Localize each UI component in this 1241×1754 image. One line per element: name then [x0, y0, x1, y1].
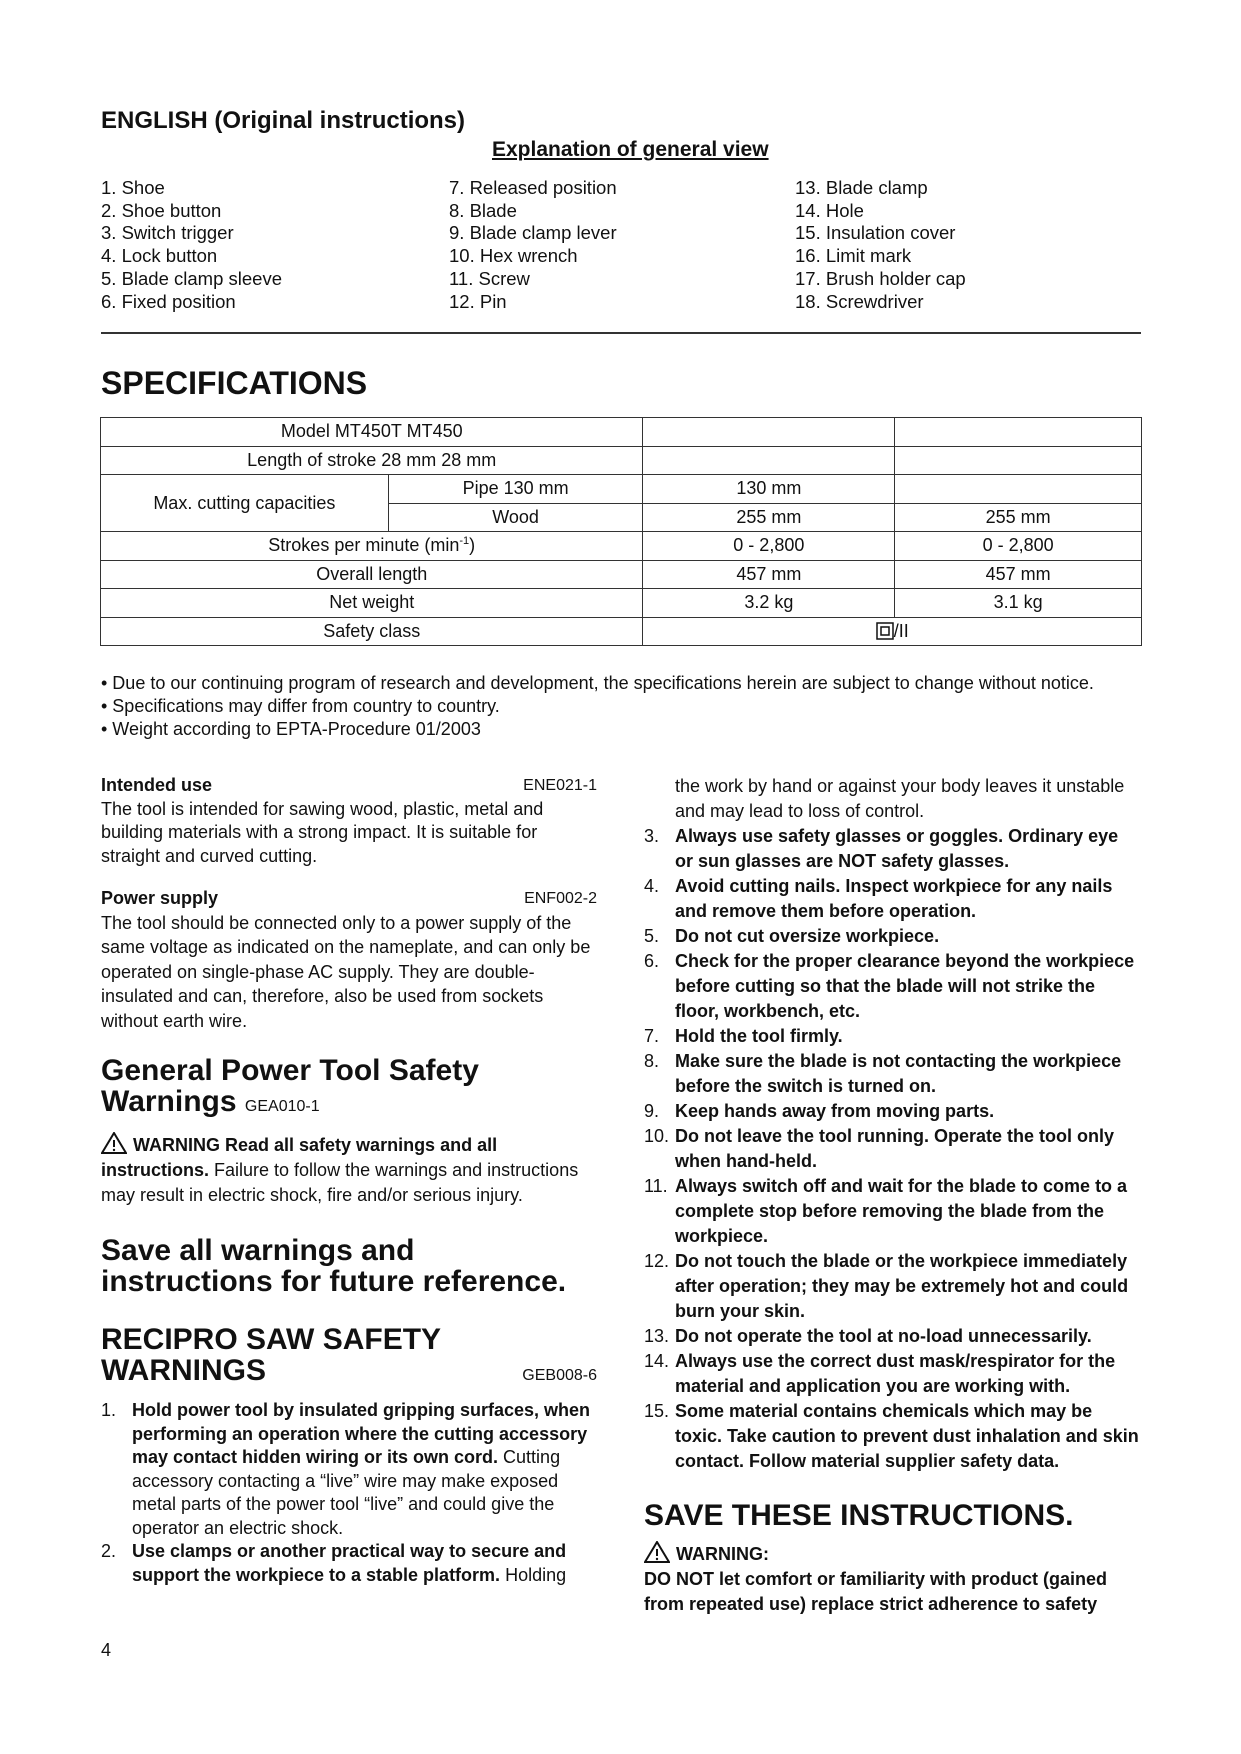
list-item: [644, 1174, 1141, 1249]
list-bold-text: Use clamps or another practical way to secure and support the workpiece to a stable platform.: [132, 1541, 567, 1585]
recipro-title-line2: WARNINGS: [101, 1354, 266, 1387]
list-item: [644, 1124, 1141, 1174]
general-warning-bold: WARNING Read all safety warnings and all instructions.: [101, 1135, 498, 1180]
divider: [101, 332, 1141, 334]
list-bold-text: Do not operate the tool at no-load unnecessarily.: [675, 1326, 1092, 1346]
spm-value-2: 0 - 2,800: [895, 532, 1142, 561]
legend-item: 9. Blade clamp lever: [449, 222, 617, 244]
note-item: • Due to our continuing program of research and development, the specifications herein are subject to change without notice.: [101, 673, 1094, 693]
list-bold-text: Make sure the blade is not contacting the workpiece before the switch is turned on.: [675, 1051, 1122, 1096]
list-item: [644, 874, 1141, 924]
list-bold-text: Do not cut oversize workpiece.: [675, 926, 940, 946]
safety-class-value: [643, 617, 1142, 646]
list-item: [101, 1399, 597, 1540]
recipro-title-line1: RECIPRO SAW SAFETY: [101, 1323, 442, 1356]
list-bold-text: Always use safety glasses or goggles. Ordinary eye or sun glasses are NOT safety glasses.: [675, 826, 1119, 871]
power-supply-code: ENF002-2: [524, 890, 597, 907]
list-bold-text: Hold the tool firmly.: [675, 1026, 843, 1046]
specifications-table: [100, 417, 1142, 646]
legend-item: 11. Screw: [449, 267, 530, 289]
save-warnings-title: [101, 1235, 597, 1297]
safety-class-label: Safety class: [101, 617, 643, 646]
spm-value-1: 0 - 2,800: [643, 532, 895, 561]
list-item: [644, 924, 1141, 949]
list-item-continued: the work by hand or against your body leaves it unstable and may lead to loss of control.: [675, 776, 1125, 821]
list-item: [644, 1349, 1141, 1399]
list-number: 15.: [644, 1401, 670, 1421]
spec-notes: [101, 672, 1141, 741]
general-safety-code: GEA010-1: [244, 1098, 320, 1115]
list-number: 9.: [644, 1101, 660, 1121]
save-warnings-line1: Save all warnings and: [101, 1234, 415, 1267]
list-text: Cutting accessory contacting a “live” wire may make exposed metal parts of the power tool “live” and could give the operator an electric shock.: [132, 1447, 561, 1538]
empty-cell: [643, 446, 895, 475]
power-supply-title: Power supply: [101, 888, 219, 908]
list-number: 3.: [644, 826, 660, 846]
list-item: [644, 824, 1141, 874]
page-number: 4: [101, 1640, 112, 1660]
overall-length-label: Overall length: [101, 560, 643, 589]
general-warning-block: [101, 1132, 597, 1208]
warning-triangle-icon: [644, 1541, 670, 1563]
final-warning-label-wrap: [644, 1541, 1141, 1567]
legend-item: 12. Pin: [449, 290, 507, 312]
wood-value-1: 255 mm: [643, 503, 895, 532]
overall-length-value-2: 457 mm: [895, 560, 1142, 589]
explanation-title: Explanation of general view: [492, 138, 769, 161]
recipro-title: [101, 1324, 597, 1391]
empty-cell: [643, 418, 895, 447]
list-item: [644, 1049, 1141, 1099]
right-column: [644, 774, 1141, 1617]
legend-item: 7. Released position: [449, 177, 617, 198]
note-item: • Specifications may differ from country to country.: [101, 696, 500, 716]
list-number: 5.: [644, 926, 660, 946]
left-column: [101, 774, 597, 1587]
list-number: 1.: [101, 1400, 117, 1420]
list-number: 12.: [644, 1251, 670, 1271]
general-safety-title-line2-wrap: [101, 1086, 597, 1122]
wood-value-2: 255 mm: [895, 503, 1142, 532]
general-warning-text: Failure to follow the warnings and instructions may result in electric shock, fire and/or serious injury.: [101, 1160, 579, 1205]
legend-item: 2. Shoe button: [101, 199, 222, 221]
list-item: [644, 1249, 1141, 1324]
empty-cell: [895, 446, 1142, 475]
parts-legend: [101, 177, 1141, 313]
list-bold-text: Check for the proper clearance beyond the workpiece before cutting so that the blade will not strike the floor, workbench, etc.: [675, 951, 1135, 1021]
final-warning-label: WARNING:: [676, 1544, 769, 1564]
list-item: [101, 1540, 597, 1587]
list-number: 11.: [644, 1176, 668, 1196]
legend-item: 8. Blade: [449, 199, 517, 221]
save-warnings-line2: instructions for future reference.: [101, 1265, 567, 1298]
recipro-code: GEB008-6: [522, 1367, 597, 1384]
list-number: 10.: [644, 1126, 670, 1146]
pipe-label: Pipe 130 mm: [388, 475, 643, 504]
intended-use-title: Intended use: [101, 775, 213, 795]
list-number: 8.: [644, 1051, 660, 1071]
list-bold-text: Always switch off and wait for the blade to come to a complete stop before removing the blade from the workpiece.: [675, 1176, 1128, 1246]
empty-cell: [895, 475, 1142, 504]
net-weight-value-1: 3.2 kg: [643, 589, 895, 618]
general-safety-title: [101, 1055, 597, 1122]
legend-item: 3. Switch trigger: [101, 222, 234, 244]
recipro-title-line2-wrap: [101, 1355, 597, 1391]
final-warning-text: DO NOT let comfort or familiarity with product (gained from repeated use) replace strict adherence to safety: [644, 1569, 1108, 1614]
spm-label-text: Strokes per minute (min: [268, 535, 460, 556]
net-weight-value-2: 3.1 kg: [895, 589, 1142, 618]
general-safety-title-line2: Warnings: [101, 1085, 237, 1118]
list-number: 6.: [644, 951, 660, 971]
specifications-title: SPECIFICATIONS: [101, 365, 368, 401]
list-number: 7.: [644, 1026, 660, 1046]
legend-item: 10. Hex wrench: [449, 245, 578, 267]
pipe-value: 130 mm: [643, 475, 895, 504]
safety-list: [644, 824, 1141, 1474]
double-insulation-icon: [876, 622, 894, 640]
intended-use-heading: [101, 774, 597, 798]
legend-item: 6. Fixed position: [101, 290, 236, 312]
stroke-row: Length of stroke 28 mm 28 mm: [101, 446, 643, 475]
list-item: [644, 1024, 1141, 1049]
list-item: [644, 1324, 1141, 1349]
intended-use-text: The tool is intended for sawing wood, plastic, metal and building materials with a strong impact. It is suitable for straight and curved cutting.: [101, 798, 544, 866]
list-item: [644, 1399, 1141, 1474]
legend-item: 16. Limit mark: [795, 245, 912, 267]
intended-use-code: ENE021-1: [523, 777, 597, 794]
legend-item: 13. Blade clamp: [795, 177, 928, 198]
list-bold-text: Keep hands away from moving parts.: [675, 1101, 995, 1121]
overall-length-value-1: 457 mm: [643, 560, 895, 589]
list-bold-text: Hold power tool by insulated gripping surfaces, when performing an operation where the cutting accessory may contact hidden wiring or its own cord.: [132, 1400, 591, 1467]
legend-item: 17. Brush holder cap: [795, 267, 966, 289]
wood-label: Wood: [388, 503, 643, 532]
list-bold-text: Some material contains chemicals which may be toxic. Take caution to prevent dust inhalation and skin contact. Follow material supplier safety data.: [675, 1401, 1139, 1471]
list-item: [644, 1099, 1141, 1124]
legend-item: 14. Hole: [795, 199, 864, 221]
legend-item: 18. Screwdriver: [795, 290, 924, 312]
list-bold-text: Always use the correct dust mask/respirator for the material and application you are working with.: [675, 1351, 1116, 1396]
list-number: 14.: [644, 1351, 670, 1371]
legend-item: 15. Insulation cover: [795, 222, 956, 244]
model-row: Model MT450T MT450: [101, 418, 643, 447]
general-safety-title-line1: General Power Tool Safety: [101, 1054, 479, 1087]
list-number: 4.: [644, 876, 660, 896]
save-instructions-title: SAVE THESE INSTRUCTIONS.: [644, 1499, 1074, 1532]
list-item: [644, 949, 1141, 1024]
spm-label-close: ): [469, 535, 476, 556]
list-text: Holding: [500, 1564, 567, 1585]
power-supply-text: The tool should be connected only to a power supply of the same voltage as indicated on the nameplate, and can only be operated on single-phase AC supply. They are double-insulated and can, therefore, also be used from sockets without earth wire.: [101, 912, 591, 1031]
legend-item: 4. Lock button: [101, 245, 218, 267]
safety-class-text: /II: [893, 620, 909, 641]
power-supply-heading: [101, 887, 597, 911]
language-heading: ENGLISH (Original instructions): [101, 107, 466, 134]
legend-item: 1. Shoe: [101, 177, 165, 198]
list-bold-text: Do not touch the blade or the workpiece immediately after operation; they may be extremely hot and could burn your skin.: [675, 1251, 1129, 1321]
warning-triangle-icon: [101, 1132, 127, 1154]
empty-cell: [895, 418, 1142, 447]
legend-item: 5. Blade clamp sleeve: [101, 267, 282, 289]
list-number: 13.: [644, 1326, 670, 1346]
spm-superscript: -1: [459, 535, 470, 548]
list-number: 2.: [101, 1541, 117, 1561]
max-cut-label: Max. cutting capacities: [101, 475, 389, 532]
note-item: • Weight according to EPTA-Procedure 01/2003: [101, 719, 481, 739]
spm-label: [101, 532, 643, 561]
list-bold-text: Do not leave the tool running. Operate the tool only when hand-held.: [675, 1126, 1115, 1171]
list-bold-text: Avoid cutting nails. Inspect workpiece for any nails and remove them before operation.: [675, 876, 1113, 921]
net-weight-label: Net weight: [101, 589, 643, 618]
